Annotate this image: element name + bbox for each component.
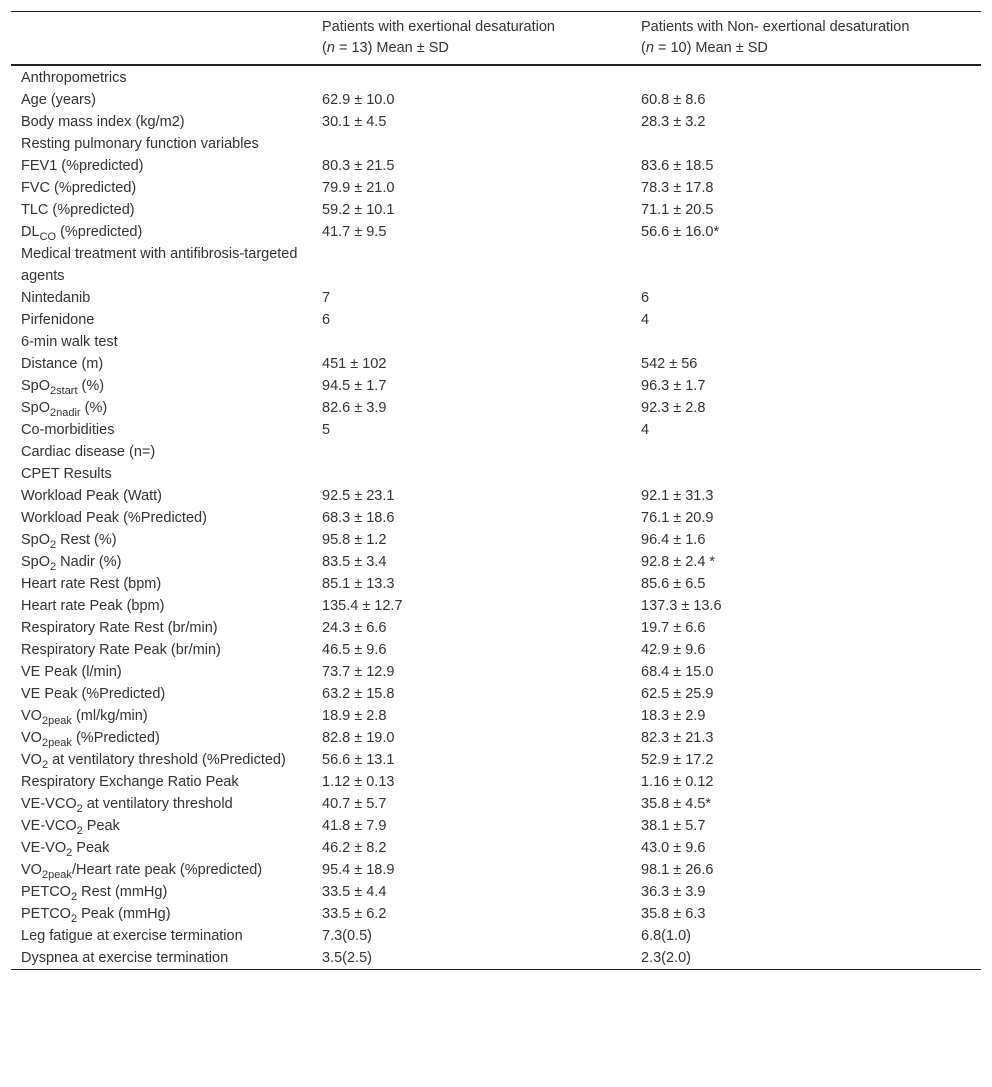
data-table [11, 11, 981, 970]
row-label-suffix: Peak [72, 840, 110, 856]
table-row [11, 287, 981, 309]
row-label-suffix: Rest (%) [56, 532, 117, 548]
value-exertional: 41.8 ± 7.9 [322, 818, 387, 834]
header-exertional-n-var: n [326, 40, 335, 56]
table-row [11, 221, 981, 243]
row-label [11, 793, 312, 815]
value-non-exertional: 18.3 ± 2.9 [641, 708, 706, 724]
table-row [11, 551, 981, 573]
row-label: Nintedanib [21, 290, 91, 306]
row-label: Leg fatigue at exercise termination [21, 928, 243, 944]
row-label: Respiratory Exchange Ratio Peak [21, 774, 239, 790]
table-row [11, 111, 981, 133]
row-label [11, 397, 312, 419]
value-non-exertional: 56.6 ± 16.0* [641, 224, 720, 240]
row-label: Dyspnea at exercise termination [21, 950, 229, 966]
value-non-exertional: 2.3(2.0) [641, 950, 691, 966]
row-label: FVC (%predicted) [21, 180, 137, 196]
row-label-suffix: (%) [77, 378, 105, 394]
row-label: VE Peak (%Predicted) [21, 686, 166, 702]
row-label: CPET Results [21, 466, 112, 482]
value-exertional [312, 65, 631, 89]
table-row [11, 639, 981, 661]
value-non-exertional: 62.5 ± 25.9 [641, 686, 714, 702]
value-exertional: 40.7 ± 5.7 [322, 796, 387, 812]
table-row [11, 463, 981, 485]
value-exertional [312, 133, 631, 155]
row-label [11, 705, 312, 727]
value-exertional: 56.6 ± 13.1 [322, 752, 395, 768]
row-label [11, 529, 312, 551]
header-non-exertional-n-var: n [645, 40, 654, 56]
table-row [11, 89, 981, 111]
value-exertional: 59.2 ± 10.1 [322, 202, 395, 218]
row-label [11, 727, 312, 749]
value-non-exertional: 6.8(1.0) [641, 928, 691, 944]
value-exertional: 7.3(0.5) [322, 928, 372, 944]
value-exertional: 68.3 ± 18.6 [322, 510, 395, 526]
table-row [11, 595, 981, 617]
header-exertional-n-prefix: ( [322, 40, 327, 56]
row-label: Workload Peak (%Predicted) [21, 510, 207, 526]
value-exertional: 95.8 ± 1.2 [322, 532, 387, 548]
header-row [11, 12, 981, 66]
row-label-text: VO [21, 708, 42, 724]
row-label [11, 221, 312, 243]
value-exertional: 92.5 ± 23.1 [322, 488, 395, 504]
value-exertional: 83.5 ± 3.4 [322, 554, 387, 570]
row-label-suffix: at ventilatory threshold [82, 796, 233, 812]
header-non-exertional-title: Patients with Non- exertional desaturation [641, 19, 910, 35]
table-row [11, 815, 981, 837]
row-label-suffix: (%predicted) [56, 224, 143, 240]
value-exertional [312, 331, 631, 353]
value-non-exertional: 1.16 ± 0.12 [641, 774, 714, 790]
row-label: Distance (m) [21, 356, 104, 372]
row-label: Pirfenidone [21, 312, 95, 328]
row-label: Cardiac disease (n=) [21, 444, 156, 460]
table-row [11, 133, 981, 155]
value-exertional: 82.8 ± 19.0 [322, 730, 395, 746]
value-exertional: 7 [322, 290, 331, 306]
row-label-text: SpO [21, 378, 51, 394]
row-label-subscript: 2nadir [50, 407, 81, 419]
row-label: Body mass index (kg/m2) [21, 114, 185, 130]
table-row [11, 925, 981, 947]
table-row [11, 199, 981, 221]
table-row [11, 441, 981, 463]
row-label: Resting pulmonary function variables [21, 136, 259, 152]
value-non-exertional: 78.3 ± 17.8 [641, 180, 714, 196]
row-label-suffix: Peak [82, 818, 120, 834]
row-label: 6-min walk test [21, 334, 118, 350]
table-row [11, 881, 981, 903]
value-non-exertional: 76.1 ± 20.9 [641, 510, 714, 526]
value-non-exertional: 85.6 ± 6.5 [641, 576, 706, 592]
value-non-exertional: 4 [641, 312, 650, 328]
header-non-exertional-n-prefix: ( [641, 40, 646, 56]
table-row [11, 859, 981, 881]
value-non-exertional: 92.1 ± 31.3 [641, 488, 714, 504]
table-row [11, 177, 981, 199]
row-label-subscript: 2 [66, 847, 73, 859]
row-label-suffix: Peak (mmHg) [77, 906, 171, 922]
row-label-subscript: 2 [76, 825, 83, 837]
row-label: Heart rate Peak (bpm) [21, 598, 165, 614]
value-non-exertional [631, 331, 981, 353]
value-exertional: 73.7 ± 12.9 [322, 664, 395, 680]
row-label: Age (years) [21, 92, 96, 108]
row-label-text: VE-VCO [21, 796, 77, 812]
row-label-text: DL [21, 224, 40, 240]
value-exertional: 3.5(2.5) [322, 950, 372, 966]
row-label-subscript: 2 [76, 803, 83, 815]
value-exertional: 85.1 ± 13.3 [322, 576, 395, 592]
row-label [11, 551, 312, 573]
row-label-subscript: 2peak [41, 869, 72, 881]
row-label-suffix: (%) [80, 400, 108, 416]
value-non-exertional: 19.7 ± 6.6 [641, 620, 706, 636]
table-row [11, 397, 981, 419]
value-non-exertional [631, 133, 981, 155]
header-non-exertional [631, 12, 981, 66]
row-label: TLC (%predicted) [21, 202, 135, 218]
value-non-exertional [631, 65, 981, 89]
value-non-exertional: 43.0 ± 9.6 [641, 840, 706, 856]
row-label-subscript: 2start [50, 385, 78, 397]
value-non-exertional: 82.3 ± 21.3 [641, 730, 714, 746]
value-non-exertional: 98.1 ± 26.6 [641, 862, 714, 878]
header-empty [11, 12, 312, 66]
value-exertional: 79.9 ± 21.0 [322, 180, 395, 196]
value-non-exertional: 96.4 ± 1.6 [641, 532, 706, 548]
row-label [11, 375, 312, 397]
value-non-exertional [631, 463, 981, 485]
row-label-subscript: 2 [50, 539, 57, 551]
value-non-exertional: 35.8 ± 6.3 [641, 906, 706, 922]
row-label-text: VO [21, 730, 42, 746]
table-row [11, 617, 981, 639]
value-non-exertional: 92.8 ± 2.4 * [641, 554, 716, 570]
row-label-subscript: 2peak [41, 715, 72, 727]
value-exertional: 5 [322, 422, 331, 438]
value-exertional: 33.5 ± 6.2 [322, 906, 387, 922]
table-row [11, 353, 981, 375]
row-label: Co-morbidities [21, 422, 115, 438]
row-label: Heart rate Rest (bpm) [21, 576, 162, 592]
value-non-exertional: 4 [641, 422, 650, 438]
row-label: VE Peak (l/min) [21, 664, 122, 680]
row-label [11, 837, 312, 859]
row-label-text: PETCO [21, 906, 71, 922]
row-label-suffix: at ventilatory threshold (%Predicted) [48, 752, 286, 768]
value-non-exertional: 35.8 ± 4.5* [641, 796, 712, 812]
row-label-subscript: 2peak [41, 737, 72, 749]
value-exertional: 80.3 ± 21.5 [322, 158, 395, 174]
value-exertional: 46.5 ± 9.6 [322, 642, 387, 658]
row-label-text: VE-VCO [21, 818, 77, 834]
table-row [11, 771, 981, 793]
row-label-subscript: 2 [70, 913, 78, 925]
row-label [11, 903, 312, 925]
table-row [11, 65, 981, 89]
header-exertional [312, 12, 631, 66]
row-label-suffix: (%Predicted) [71, 730, 160, 746]
value-non-exertional: 28.3 ± 3.2 [641, 114, 706, 130]
row-label-text: VE-VO [21, 840, 67, 856]
row-label: FEV1 (%predicted) [21, 158, 144, 174]
row-label: Respiratory Rate Rest (br/min) [21, 620, 218, 636]
value-non-exertional: 96.3 ± 1.7 [641, 378, 706, 394]
value-exertional: 451 ± 102 [322, 356, 387, 372]
table-row [11, 683, 981, 705]
value-exertional: 63.2 ± 15.8 [322, 686, 395, 702]
value-exertional: 41.7 ± 9.5 [322, 224, 387, 240]
header-exertional-n-rest: = 13) Mean ± SD [334, 40, 449, 56]
table-row [11, 309, 981, 331]
value-non-exertional: 83.6 ± 18.5 [641, 158, 714, 174]
table-row [11, 419, 981, 441]
row-label-text: SpO [21, 554, 51, 570]
value-exertional [312, 463, 631, 485]
value-non-exertional: 542 ± 56 [641, 356, 698, 372]
value-non-exertional: 52.9 ± 17.2 [641, 752, 714, 768]
table-row [11, 749, 981, 771]
row-label [11, 749, 312, 771]
row-label-text: VO [21, 752, 42, 768]
value-non-exertional: 38.1 ± 5.7 [641, 818, 706, 834]
value-exertional: 82.6 ± 3.9 [322, 400, 387, 416]
table-row [11, 661, 981, 683]
header-non-exertional-n-rest: = 10) Mean ± SD [653, 40, 768, 56]
value-exertional: 33.5 ± 4.4 [322, 884, 387, 900]
value-non-exertional: 6 [641, 290, 650, 306]
header-exertional-title: Patients with exertional desaturation [322, 19, 555, 35]
row-label-text: SpO [21, 532, 51, 548]
row-label-subscript: 2 [41, 759, 49, 771]
value-non-exertional: 71.1 ± 20.5 [641, 202, 714, 218]
value-non-exertional: 137.3 ± 13.6 [641, 598, 722, 614]
table-row [11, 507, 981, 529]
value-exertional: 95.4 ± 18.9 [322, 862, 395, 878]
value-exertional: 6 [322, 312, 331, 328]
value-exertional: 62.9 ± 10.0 [322, 92, 395, 108]
value-non-exertional [631, 441, 981, 463]
value-exertional: 94.5 ± 1.7 [322, 378, 387, 394]
table-body [11, 65, 981, 970]
row-label-subscript: CO [39, 231, 57, 243]
value-exertional: 30.1 ± 4.5 [322, 114, 387, 130]
value-non-exertional: 68.4 ± 15.0 [641, 664, 714, 680]
table-row [11, 573, 981, 595]
row-label [11, 859, 312, 881]
row-label-suffix: Rest (mmHg) [77, 884, 168, 900]
value-exertional [312, 441, 631, 463]
table-container [11, 11, 981, 970]
value-exertional [312, 243, 631, 287]
value-exertional: 1.12 ± 0.13 [322, 774, 395, 790]
table-row [11, 375, 981, 397]
row-label-subscript: 2 [70, 891, 78, 903]
table-row [11, 903, 981, 925]
table-row [11, 485, 981, 507]
table-row [11, 727, 981, 749]
row-label-suffix: /Heart rate peak (%predicted) [71, 862, 263, 878]
table-row [11, 243, 981, 287]
value-non-exertional: 42.9 ± 9.6 [641, 642, 706, 658]
table-row [11, 705, 981, 727]
row-label-text: PETCO [21, 884, 71, 900]
value-exertional: 24.3 ± 6.6 [322, 620, 387, 636]
value-exertional: 46.2 ± 8.2 [322, 840, 387, 856]
row-label-suffix: (ml/kg/min) [71, 708, 148, 724]
row-label-subscript: 2 [50, 561, 57, 573]
row-label: Medical treatment with antifibrosis-targeted agents [21, 246, 298, 284]
row-label-text: SpO [21, 400, 51, 416]
row-label [11, 815, 312, 837]
value-non-exertional: 92.3 ± 2.8 [641, 400, 706, 416]
table-header [11, 12, 981, 66]
table-row [11, 529, 981, 551]
row-label: Respiratory Rate Peak (br/min) [21, 642, 221, 658]
row-label-text: VO [21, 862, 42, 878]
table-row [11, 793, 981, 815]
value-exertional: 135.4 ± 12.7 [322, 598, 403, 614]
value-non-exertional: 60.8 ± 8.6 [641, 92, 706, 108]
table-row [11, 947, 981, 970]
value-exertional: 18.9 ± 2.8 [322, 708, 387, 724]
value-non-exertional [631, 243, 981, 287]
table-row [11, 155, 981, 177]
row-label: Workload Peak (Watt) [21, 488, 163, 504]
table-row [11, 331, 981, 353]
row-label [11, 881, 312, 903]
table-row [11, 837, 981, 859]
row-label-suffix: Nadir (%) [56, 554, 122, 570]
row-label: Anthropometrics [21, 70, 127, 86]
value-non-exertional: 36.3 ± 3.9 [641, 884, 706, 900]
